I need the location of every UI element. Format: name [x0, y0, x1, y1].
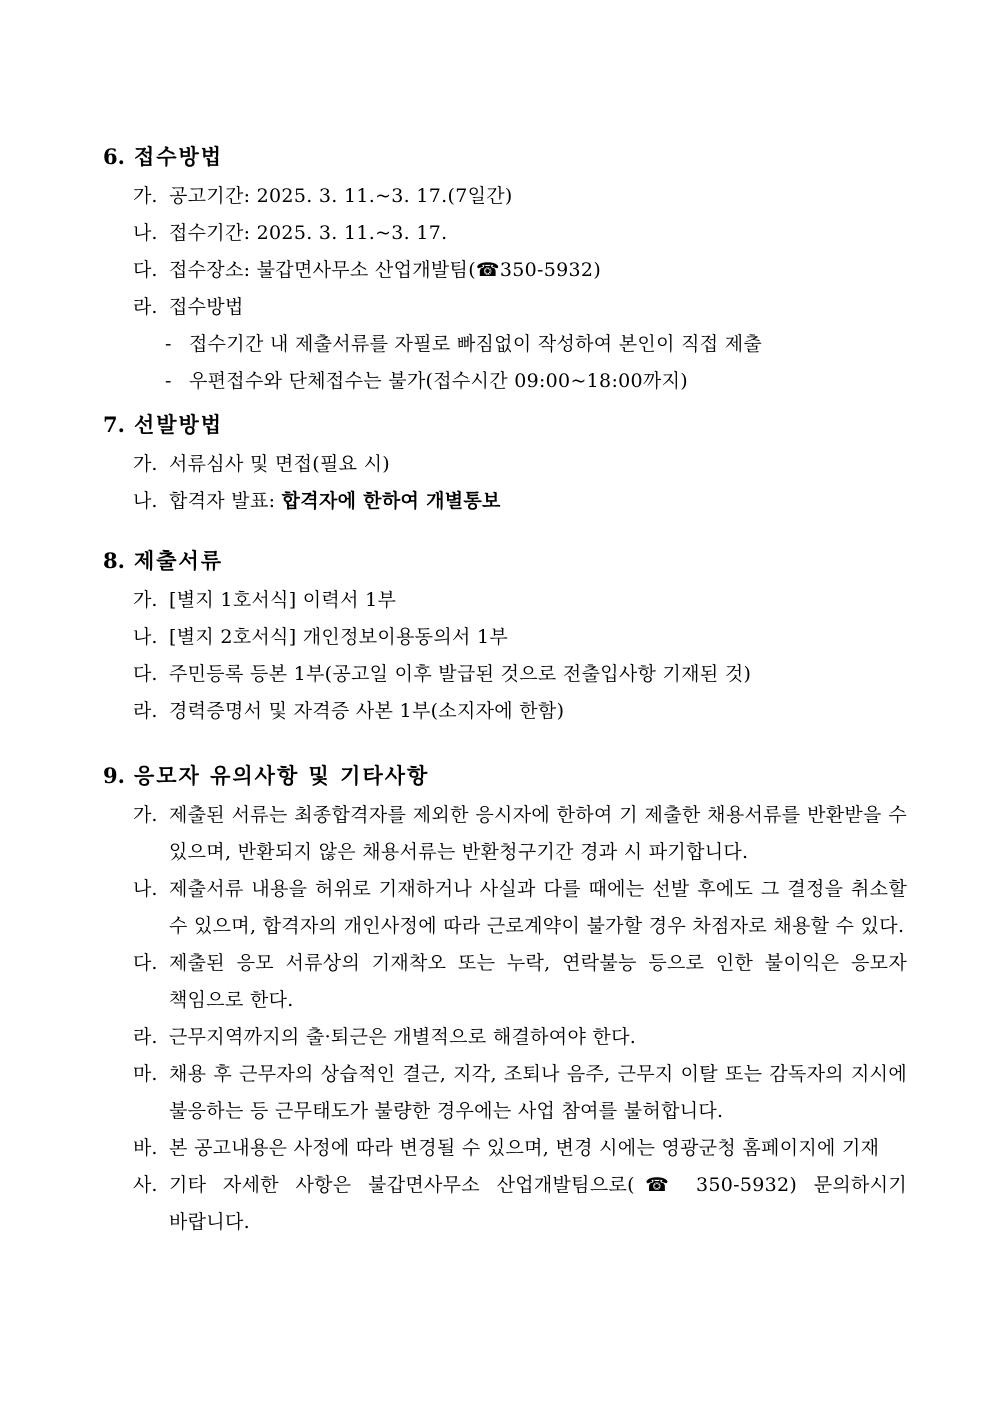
- item-text: 제출된 응모 서류상의 기재착오 또는 누락, 연락불능 등으로 인한 불이익은 응모자 책임으로 한다.: [169, 952, 907, 1011]
- item-label: 가.: [133, 589, 158, 611]
- section-heading: [103, 757, 907, 794]
- list-item: [133, 483, 907, 520]
- section-heading: [103, 138, 907, 175]
- item-label: 가.: [133, 453, 158, 475]
- list-subitem: [165, 326, 907, 363]
- item-label: 다.: [133, 663, 158, 685]
- item-text: 경력증명서 및 자격증 사본 1부(소지자에 한함): [169, 700, 565, 722]
- item-text: 서류심사 및 면접(필요 시): [169, 453, 390, 475]
- item-text: [별지 1호서식] 이력서 1부: [169, 589, 397, 611]
- item-label: 다.: [133, 952, 158, 974]
- item-text: 근무지역까지의 출·퇴근은 개별적으로 해결하여야 한다.: [169, 1026, 637, 1048]
- item-text: 접수방법: [169, 296, 244, 318]
- list-subitem: [165, 363, 907, 400]
- section-title: 응모자 유의사항 및 기타사항: [133, 763, 430, 788]
- item-text-after: 350-5932): [499, 259, 602, 281]
- item-text: 제출서류 내용을 허위로 기재하거나 사실과 다를 때에는 선발 후에도 그 결정을 취소할 수 있으며, 합격자의 개인사정에 따라 근로계약이 불가할 경우 차점자로 채용할 수 있다.: [169, 878, 907, 937]
- section-title: 선발방법: [133, 412, 224, 437]
- section-heading: [103, 406, 907, 443]
- list-item: [133, 693, 907, 730]
- section-submission-documents: [103, 542, 907, 730]
- item-text: 주민등록 등본 1부(공고일 이후 발급된 것으로 전출입사항 기재된 것): [169, 663, 752, 685]
- list-item: [133, 871, 907, 945]
- item-label: 나.: [133, 626, 158, 648]
- list-item: [133, 446, 907, 483]
- item-label: 마.: [133, 1063, 158, 1085]
- item-text-after: 350-5932) 문의하시기 바랍니다.: [169, 1174, 908, 1233]
- list-item: [133, 619, 907, 656]
- item-text-before: 접수장소: 불갑면사무소 산업개발팀(: [169, 259, 476, 281]
- item-label: 라.: [133, 1026, 158, 1048]
- item-text: 본 공고내용은 사정에 따라 변경될 수 있으며, 변경 시에는 영광군청 홈페이지에 기재: [169, 1137, 880, 1159]
- item-text: 접수기간: 2025. 3. 11.~3. 17.: [169, 222, 448, 244]
- list-item: [133, 797, 907, 871]
- list-item: [133, 252, 907, 289]
- item-text: [별지 2호서식] 개인정보이용동의서 1부: [169, 626, 509, 648]
- item-label: 라.: [133, 700, 158, 722]
- section-number: 9.: [103, 763, 125, 788]
- list-item: [133, 1056, 907, 1130]
- item-text: [169, 1167, 907, 1241]
- item-label: 가.: [133, 185, 158, 207]
- list-item: [133, 1130, 907, 1167]
- item-text-plain: 합격자 발표:: [169, 490, 282, 512]
- item-text-before: 기타 자세한 사항은 불갑면사무소 산업개발팀으로(: [169, 1174, 635, 1196]
- item-text: 제출된 서류는 최종합격자를 제외한 응시자에 한하여 기 제출한 채용서류를 반환받을 수 있으며, 반환되지 않은 채용서류는 반환청구기간 경과 시 파기합니다.: [169, 804, 907, 863]
- section-application-method: [103, 138, 907, 400]
- list-item: [133, 289, 907, 326]
- dash-bullet: -: [165, 370, 172, 392]
- list-item: [133, 215, 907, 252]
- item-label: 나.: [133, 490, 158, 512]
- list-item: [133, 178, 907, 215]
- item-label: 나.: [133, 222, 158, 244]
- phone-icon: ☎: [475, 259, 500, 281]
- item-text: [169, 252, 907, 289]
- list-item: [133, 582, 907, 619]
- item-label: 사.: [133, 1174, 158, 1196]
- dash-bullet: -: [165, 333, 172, 355]
- item-text: [169, 483, 907, 520]
- item-label: 라.: [133, 296, 158, 318]
- list-item: [133, 945, 907, 1019]
- item-text: 채용 후 근무자의 상습적인 결근, 지각, 조퇴나 음주, 근무지 이탈 또는 감독자의 지시에 불응하는 등 근무태도가 불량한 경우에는 사업 참여를 불허합니다.: [169, 1063, 907, 1122]
- section-applicant-notes: [103, 757, 907, 1241]
- section-heading: [103, 542, 907, 579]
- item-text-bold: 합격자에 한하여 개별통보: [281, 490, 501, 512]
- phone-icon: ☎: [634, 1174, 680, 1196]
- item-label: 다.: [133, 259, 158, 281]
- item-label: 가.: [133, 804, 158, 826]
- list-item: [133, 1167, 907, 1241]
- item-label: 나.: [133, 878, 158, 900]
- section-title: 접수방법: [133, 144, 224, 169]
- item-text: 우편접수와 단체접수는 불가(접수시간 09:00~18:00까지): [189, 370, 688, 392]
- list-item: [133, 656, 907, 693]
- item-label: 바.: [133, 1137, 158, 1159]
- section-selection-method: [103, 406, 907, 520]
- item-text: 접수기간 내 제출서류를 자필로 빠짐없이 작성하여 본인이 직접 제출: [189, 333, 763, 355]
- section-number: 8.: [103, 548, 125, 573]
- item-text: 공고기간: 2025. 3. 11.~3. 17.(7일간): [169, 185, 513, 207]
- section-number: 7.: [103, 412, 125, 437]
- section-number: 6.: [103, 144, 125, 169]
- section-title: 제출서류: [133, 548, 224, 573]
- list-item: [133, 1019, 907, 1056]
